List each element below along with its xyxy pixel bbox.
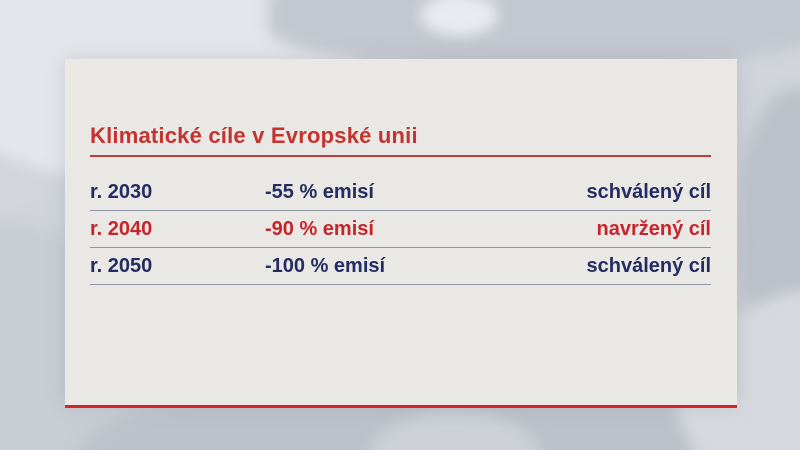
status-cell: navržený cíl <box>596 217 711 240</box>
climate-goals-table <box>90 174 711 285</box>
year-cell: r. 2030 <box>90 180 153 203</box>
table-row-2050 <box>90 248 711 285</box>
status-cell: schválený cíl <box>586 254 712 277</box>
table-row-2040 <box>90 211 711 248</box>
year-cell: r. 2040 <box>90 217 153 240</box>
target-cell: -55 % emisí <box>265 180 374 203</box>
year-cell: r. 2050 <box>90 254 153 277</box>
status-cell: schválený cíl <box>586 180 712 203</box>
card-title: Klimatické cíle v Evropské unii <box>90 123 418 148</box>
map-shape-top-band <box>268 0 800 64</box>
target-cell: -100 % emisí <box>265 254 386 277</box>
table-row-2030 <box>90 174 711 211</box>
bottom-accent-line <box>65 405 737 408</box>
target-cell: -90 % emisí <box>265 217 374 240</box>
info-card <box>65 59 737 405</box>
title-underline <box>90 155 711 157</box>
